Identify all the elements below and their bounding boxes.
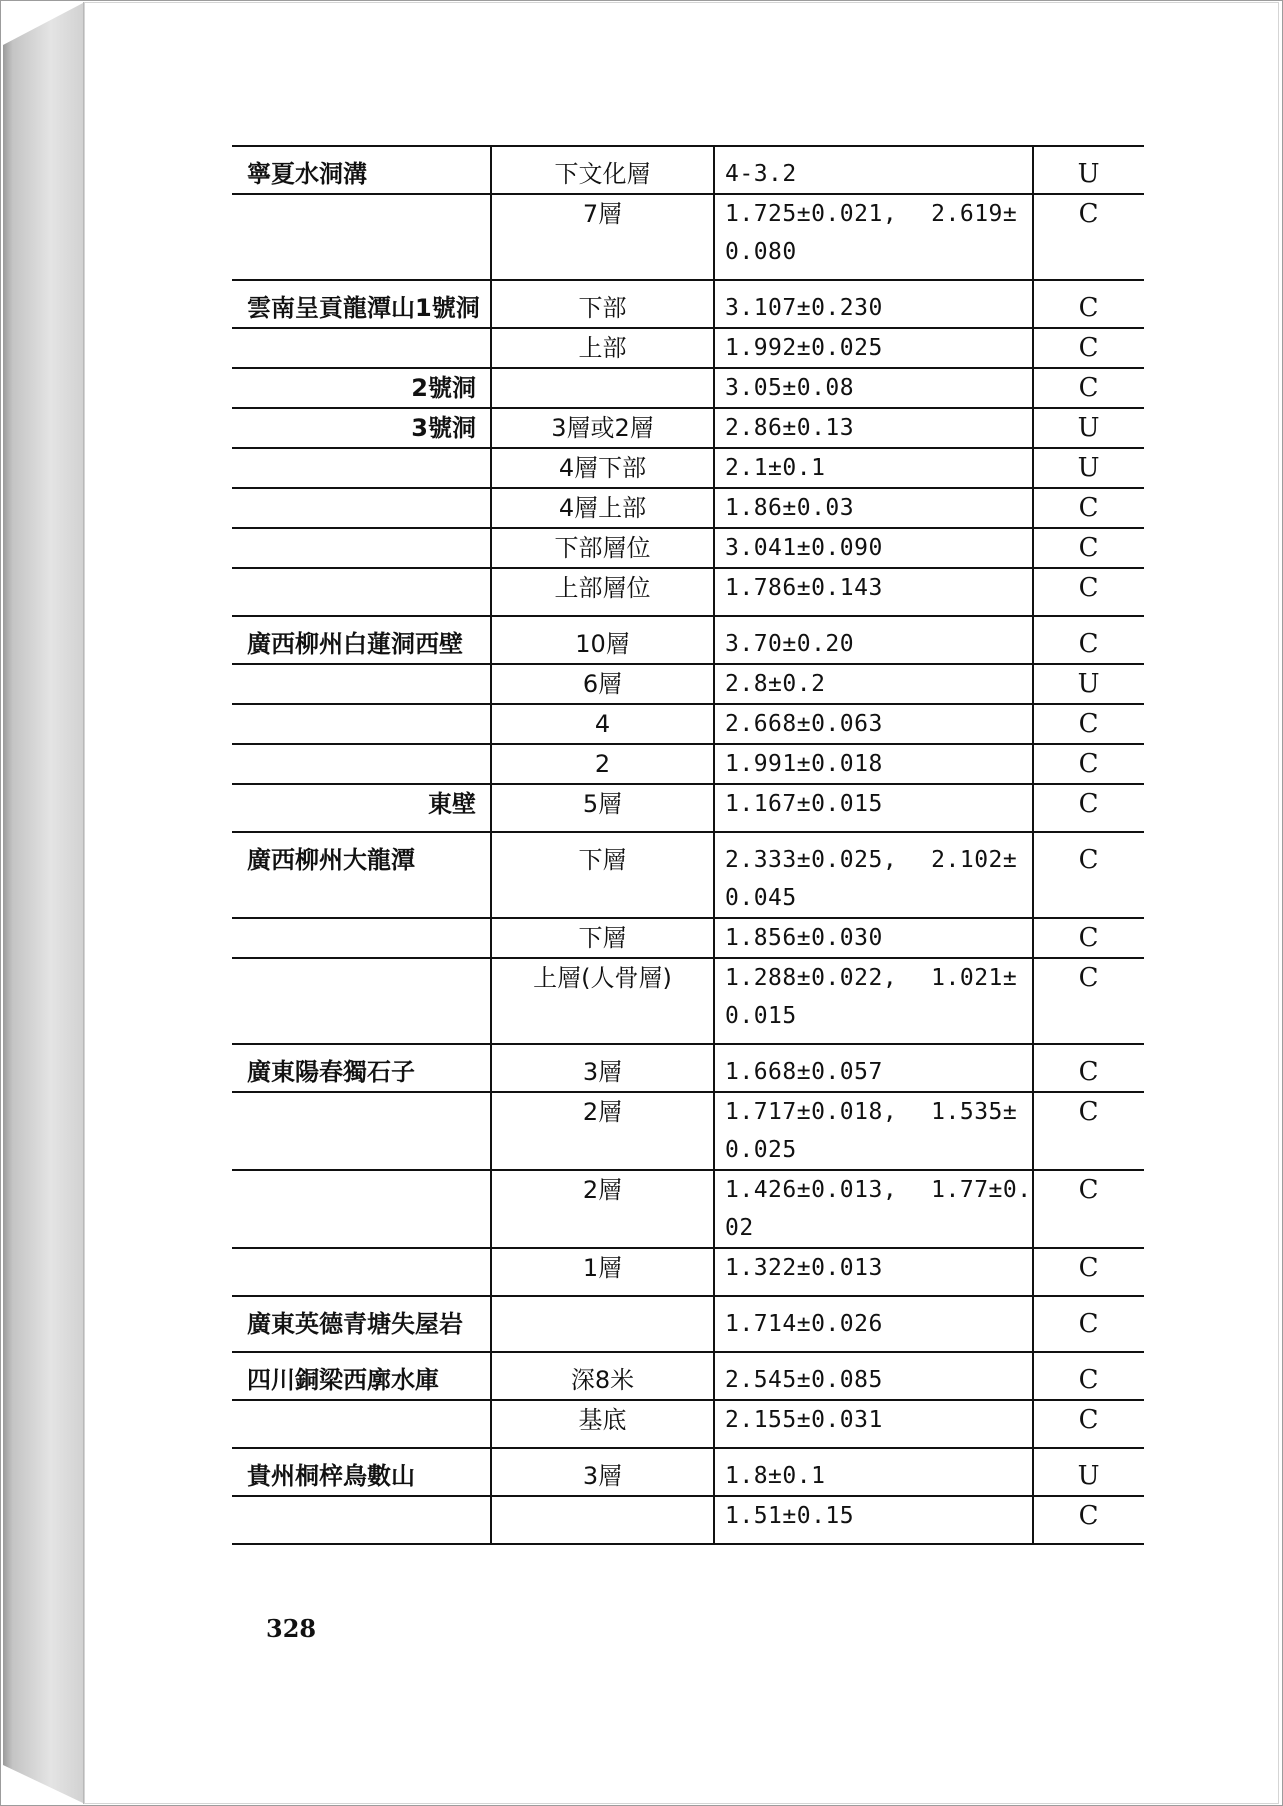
age-value-cell <box>714 958 1033 1044</box>
site-name: 廣東陽春獨石子 <box>247 1058 415 1086</box>
age-value: 1.856±0.030 <box>725 925 883 951</box>
table-row <box>232 368 1144 408</box>
site-cell <box>232 328 491 368</box>
method-cell: C <box>1033 194 1144 280</box>
age-value-cell <box>714 918 1033 958</box>
age-value: 1.991±0.018 <box>725 751 883 777</box>
site-cell <box>232 958 491 1044</box>
table-row <box>232 408 1144 448</box>
site-cell <box>232 1496 491 1544</box>
site-cell <box>232 784 491 832</box>
age-value-cell <box>714 1296 1033 1352</box>
table-row <box>232 280 1144 328</box>
layer-cell: 下層 <box>491 918 714 958</box>
site-name: 2號洞 <box>411 374 476 402</box>
age-value: 1.717±0.018, <box>725 1099 898 1125</box>
table-row <box>232 146 1144 194</box>
method-cell: C <box>1033 328 1144 368</box>
age-value: 3.041±0.090 <box>725 535 883 561</box>
layer-cell: 上部層位 <box>491 568 714 616</box>
age-value-cell <box>714 146 1033 194</box>
site-cell <box>232 280 491 328</box>
site-cell <box>232 832 491 918</box>
table-row <box>232 704 1144 744</box>
site-cell <box>232 368 491 408</box>
age-value-cell <box>714 704 1033 744</box>
site-cell <box>232 528 491 568</box>
age-value-cell <box>714 1044 1033 1092</box>
book-edge <box>3 3 83 1803</box>
site-group <box>232 1448 1144 1544</box>
method-cell: C <box>1033 832 1144 918</box>
method-cell: C <box>1033 1352 1144 1400</box>
dating-table <box>232 145 1144 1545</box>
age-value: 2.102± <box>931 847 1018 873</box>
site-cell <box>232 1352 491 1400</box>
age-value: 1.668±0.057 <box>725 1059 883 1085</box>
page-number: 328 <box>266 1614 317 1643</box>
method-cell: U <box>1033 146 1144 194</box>
age-value: 1.77±0. <box>931 1177 1032 1203</box>
method-cell: C <box>1033 528 1144 568</box>
layer-cell: 7層 <box>491 194 714 280</box>
site-cell <box>232 1448 491 1496</box>
method-cell: C <box>1033 744 1144 784</box>
age-value-cell <box>714 568 1033 616</box>
site-group <box>232 280 1144 616</box>
age-value: 2.86±0.13 <box>725 415 855 441</box>
layer-cell: 5層 <box>491 784 714 832</box>
site-cell <box>232 616 491 664</box>
age-value-continuation: 0.045 <box>725 885 797 911</box>
table-row <box>232 616 1144 664</box>
method-cell: C <box>1033 616 1144 664</box>
layer-cell: 下部 <box>491 280 714 328</box>
age-value-continuation: 02 <box>725 1215 754 1241</box>
site-cell <box>232 1092 491 1170</box>
age-value-cell <box>714 1448 1033 1496</box>
age-value-cell <box>714 616 1033 664</box>
layer-cell: 3層 <box>491 1044 714 1092</box>
age-value: 2.155±0.031 <box>725 1407 883 1433</box>
site-group <box>232 616 1144 832</box>
site-cell <box>232 488 491 528</box>
table-row <box>232 744 1144 784</box>
age-value: 3.107±0.230 <box>725 295 883 321</box>
age-value-cell <box>714 832 1033 918</box>
site-group <box>232 1352 1144 1448</box>
age-value: 2.619± <box>931 201 1018 227</box>
age-value: 1.167±0.015 <box>725 791 883 817</box>
age-value-cell <box>714 784 1033 832</box>
table-row <box>232 1044 1144 1092</box>
table-row <box>232 328 1144 368</box>
site-cell <box>232 1170 491 1248</box>
age-value-line <box>725 841 1032 879</box>
method-cell: C <box>1033 280 1144 328</box>
method-cell: C <box>1033 488 1144 528</box>
age-value: 1.725±0.021, <box>725 201 898 227</box>
method-cell: C <box>1033 1296 1144 1352</box>
site-cell <box>232 918 491 958</box>
age-value-cell <box>714 528 1033 568</box>
method-cell: C <box>1033 1092 1144 1170</box>
table-row <box>232 1400 1144 1448</box>
layer-cell: 3層或2層 <box>491 408 714 448</box>
site-name: 東壁 <box>428 790 476 818</box>
table-row <box>232 1496 1144 1544</box>
age-value: 1.786±0.143 <box>725 575 883 601</box>
layer-cell: 深8米 <box>491 1352 714 1400</box>
layer-cell: 10層 <box>491 616 714 664</box>
layer-cell: 4層上部 <box>491 488 714 528</box>
table-row <box>232 568 1144 616</box>
site-name: 廣東英德青塘失屋岩 <box>247 1310 463 1338</box>
age-value: 2.545±0.085 <box>725 1367 883 1393</box>
age-value-cell <box>714 1352 1033 1400</box>
method-cell: C <box>1033 918 1144 958</box>
site-name: 雲南呈貢龍潭山1號洞 <box>247 294 480 322</box>
age-value: 2.333±0.025, <box>725 847 898 873</box>
table-row <box>232 784 1144 832</box>
age-value-cell <box>714 368 1033 408</box>
layer-cell: 2層 <box>491 1170 714 1248</box>
site-cell <box>232 568 491 616</box>
table-row <box>232 528 1144 568</box>
layer-cell: 4層下部 <box>491 448 714 488</box>
age-value-cell <box>714 744 1033 784</box>
site-name: 四川銅梁西廓水庫 <box>247 1366 439 1394</box>
age-value: 4-3.2 <box>725 161 797 187</box>
age-value-continuation: 0.080 <box>725 239 797 265</box>
method-cell: C <box>1033 1400 1144 1448</box>
age-value: 2.1±0.1 <box>725 455 826 481</box>
table-row <box>232 1352 1144 1400</box>
table-row <box>232 958 1144 1044</box>
method-cell: C <box>1033 1044 1144 1092</box>
layer-cell <box>491 1296 714 1352</box>
age-value-line <box>725 959 1032 997</box>
method-cell: C <box>1033 568 1144 616</box>
site-name: 3號洞 <box>411 414 476 442</box>
age-value: 1.8±0.1 <box>725 1463 826 1489</box>
table-row <box>232 664 1144 704</box>
method-cell: C <box>1033 784 1144 832</box>
age-value-cell <box>714 448 1033 488</box>
age-value-line <box>725 1171 1032 1209</box>
method-cell: C <box>1033 704 1144 744</box>
site-cell <box>232 1044 491 1092</box>
age-value: 2.668±0.063 <box>725 711 883 737</box>
age-value-cell <box>714 1248 1033 1296</box>
site-cell <box>232 194 491 280</box>
site-cell <box>232 1400 491 1448</box>
age-value-line <box>725 195 1032 233</box>
age-value: 1.288±0.022, <box>725 965 898 991</box>
site-group <box>232 1044 1144 1296</box>
site-name: 廣西柳州大龍潭 <box>247 846 415 874</box>
age-value-cell <box>714 280 1033 328</box>
age-value: 2.8±0.2 <box>725 671 826 697</box>
method-cell: U <box>1033 448 1144 488</box>
age-value-cell <box>714 408 1033 448</box>
table-row <box>232 1092 1144 1170</box>
site-group <box>232 146 1144 280</box>
age-value: 1.021± <box>931 965 1018 991</box>
age-value-line <box>725 1093 1032 1131</box>
table-row <box>232 1170 1144 1248</box>
layer-cell: 1層 <box>491 1248 714 1296</box>
table-row <box>232 194 1144 280</box>
layer-cell: 下文化層 <box>491 146 714 194</box>
site-group <box>232 832 1144 1044</box>
method-cell: U <box>1033 664 1144 704</box>
age-value-continuation: 0.015 <box>725 1003 797 1029</box>
age-value-cell <box>714 194 1033 280</box>
layer-cell: 上部 <box>491 328 714 368</box>
method-cell: C <box>1033 1248 1144 1296</box>
age-value-cell <box>714 1496 1033 1544</box>
layer-cell <box>491 1496 714 1544</box>
method-cell: C <box>1033 368 1144 408</box>
table-row <box>232 1248 1144 1296</box>
site-name: 廣西柳州白蓮洞西壁 <box>247 630 463 658</box>
method-cell: U <box>1033 408 1144 448</box>
site-name: 貴州桐梓鳥數山 <box>247 1462 415 1490</box>
age-value-cell <box>714 664 1033 704</box>
method-cell: C <box>1033 958 1144 1044</box>
age-value: 1.992±0.025 <box>725 335 883 361</box>
layer-cell: 3層 <box>491 1448 714 1496</box>
layer-cell: 下部層位 <box>491 528 714 568</box>
table-row <box>232 1448 1144 1496</box>
layer-cell: 上層(人骨層) <box>491 958 714 1044</box>
age-value: 3.05±0.08 <box>725 375 855 401</box>
site-name: 寧夏水洞溝 <box>247 160 367 188</box>
age-value: 3.70±0.20 <box>725 631 855 657</box>
site-cell <box>232 408 491 448</box>
site-cell <box>232 744 491 784</box>
age-value-cell <box>714 1092 1033 1170</box>
site-cell <box>232 448 491 488</box>
layer-cell: 基底 <box>491 1400 714 1448</box>
site-cell <box>232 1248 491 1296</box>
age-value: 1.51±0.15 <box>725 1503 855 1529</box>
age-value: 1.714±0.026 <box>725 1311 883 1337</box>
layer-cell: 2 <box>491 744 714 784</box>
age-value: 1.535± <box>931 1099 1018 1125</box>
layer-cell: 2層 <box>491 1092 714 1170</box>
site-cell <box>232 664 491 704</box>
site-cell <box>232 146 491 194</box>
age-value-cell <box>714 1170 1033 1248</box>
age-value-cell <box>714 1400 1033 1448</box>
age-value: 1.322±0.013 <box>725 1255 883 1281</box>
layer-cell: 6層 <box>491 664 714 704</box>
layer-cell: 下層 <box>491 832 714 918</box>
layer-cell <box>491 368 714 408</box>
age-value: 1.426±0.013, <box>725 1177 898 1203</box>
age-value-continuation: 0.025 <box>725 1137 797 1163</box>
age-value-cell <box>714 328 1033 368</box>
table-row <box>232 918 1144 958</box>
age-value: 1.86±0.03 <box>725 495 855 521</box>
table-row <box>232 1296 1144 1352</box>
method-cell: U <box>1033 1448 1144 1496</box>
site-group <box>232 1296 1144 1352</box>
site-cell <box>232 1296 491 1352</box>
method-cell: C <box>1033 1496 1144 1544</box>
table-row <box>232 488 1144 528</box>
site-cell <box>232 704 491 744</box>
age-value-cell <box>714 488 1033 528</box>
table-row <box>232 832 1144 918</box>
table-row <box>232 448 1144 488</box>
layer-cell: 4 <box>491 704 714 744</box>
method-cell: C <box>1033 1170 1144 1248</box>
